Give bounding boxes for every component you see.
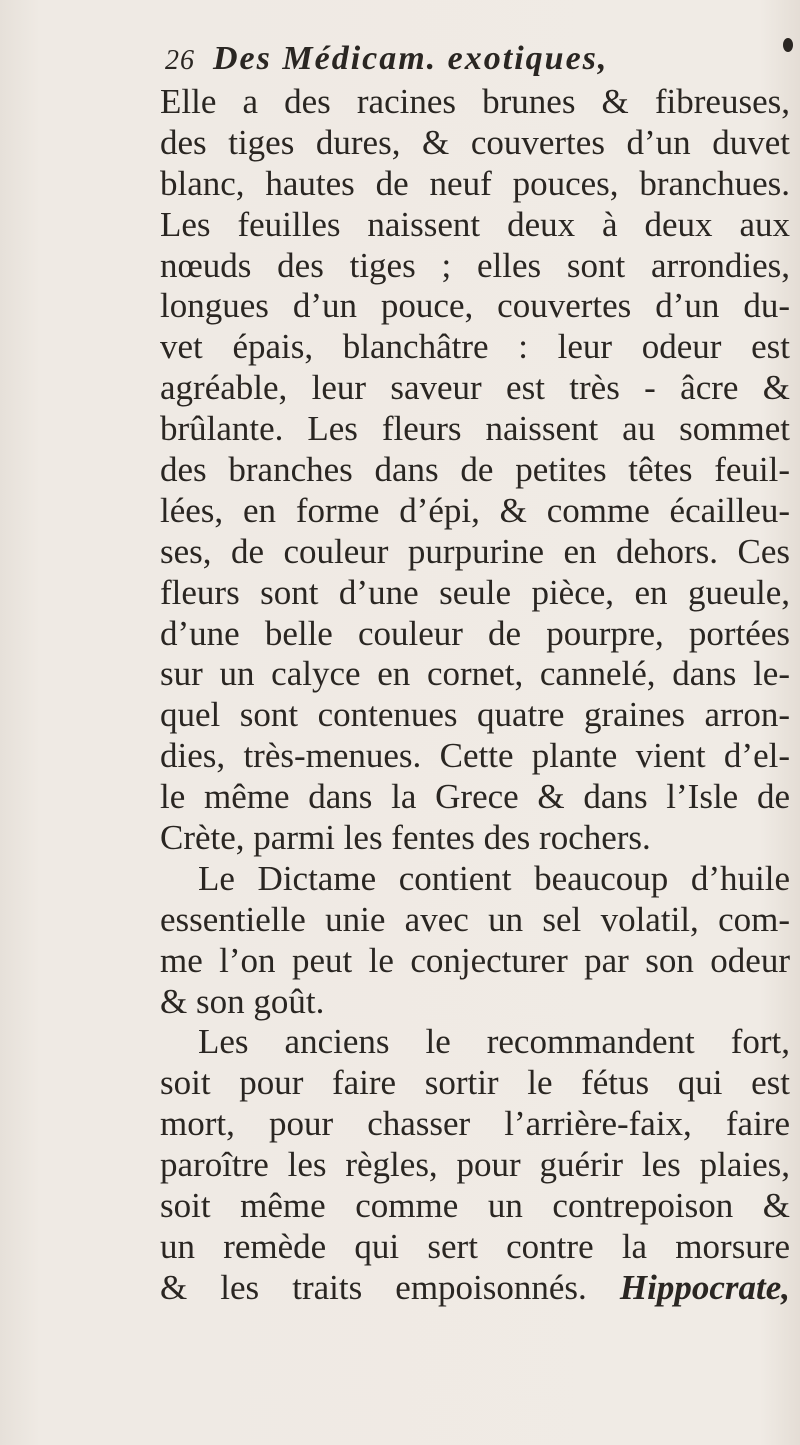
text-line: mort, pour chasser l’arrière-faix, faire [160,1104,790,1144]
text-line: brûlante. Les fleurs naissent au sommet [160,409,790,449]
text-line: Crète, parmi les fentes des rochers. [160,818,651,858]
text-line: des branches dans de petites têtes feuil- [160,450,790,490]
text-line: vet épais, blanchâtre : leur odeur est [160,327,790,367]
text-line: longues d’un pouce, couvertes d’un du- [160,286,790,326]
text-line: quel sont contenues quatre graines arron- [160,695,790,735]
text-line-final [160,1268,790,1309]
text-line: soit même comme un contrepoison & [160,1186,790,1226]
text-line: fleurs sont d’une seule pièce, en gueule, [160,572,790,612]
text-line: essentielle unie avec un sel volatil, com- [160,899,790,939]
text-line: Elle a des racines brunes & fibreuses, [160,82,790,121]
text-line: d’une belle couleur de pourpre, portées [160,613,790,653]
text-fragment: & les traits empoisonnés. [160,1267,587,1307]
page-text [160,82,790,1309]
italic-name: Hippocrate, [619,1267,790,1307]
text-line: Les feuilles naissent deux à deux aux [160,204,790,244]
text-line: dies, très-menues. Cette plante vient d’el- [160,736,790,776]
text-line: Le Dictame contient beaucoup d’huile [198,858,790,898]
text-line: Les anciens le recommandent fort, [198,1022,790,1062]
text-line: ses, de couleur purpurine en dehors. Ces [160,531,790,571]
text-line: un remède qui sert contre la morsure [160,1226,790,1266]
text-line: le même dans la Grece & dans l’Isle de [160,777,790,817]
text-line: paroître les règles, pour guérir les plaies, [160,1145,790,1185]
text-line: nœuds des tiges ; elles sont arrondies, [160,245,790,285]
page-number: 26 [165,45,195,76]
text-line: des tiges dures, & couvertes d’un duvet [160,122,790,162]
text-line: lées, en forme d’épi, & comme écailleu- [160,490,790,530]
text-line: me l’on peut le conjecturer par son odeur [160,940,790,980]
running-head: Des Médicam. exotiques, [213,40,609,77]
text-line: agréable, leur saveur est très - âcre & [160,368,790,408]
text-line: & son goût. [160,981,325,1021]
text-line: soit pour faire sortir le fétus qui est [160,1063,790,1103]
text-line: blanc, hautes de neuf pouces, branchues. [160,163,790,203]
text-line: sur un calyce en cornet, cannelé, dans le- [160,654,790,694]
